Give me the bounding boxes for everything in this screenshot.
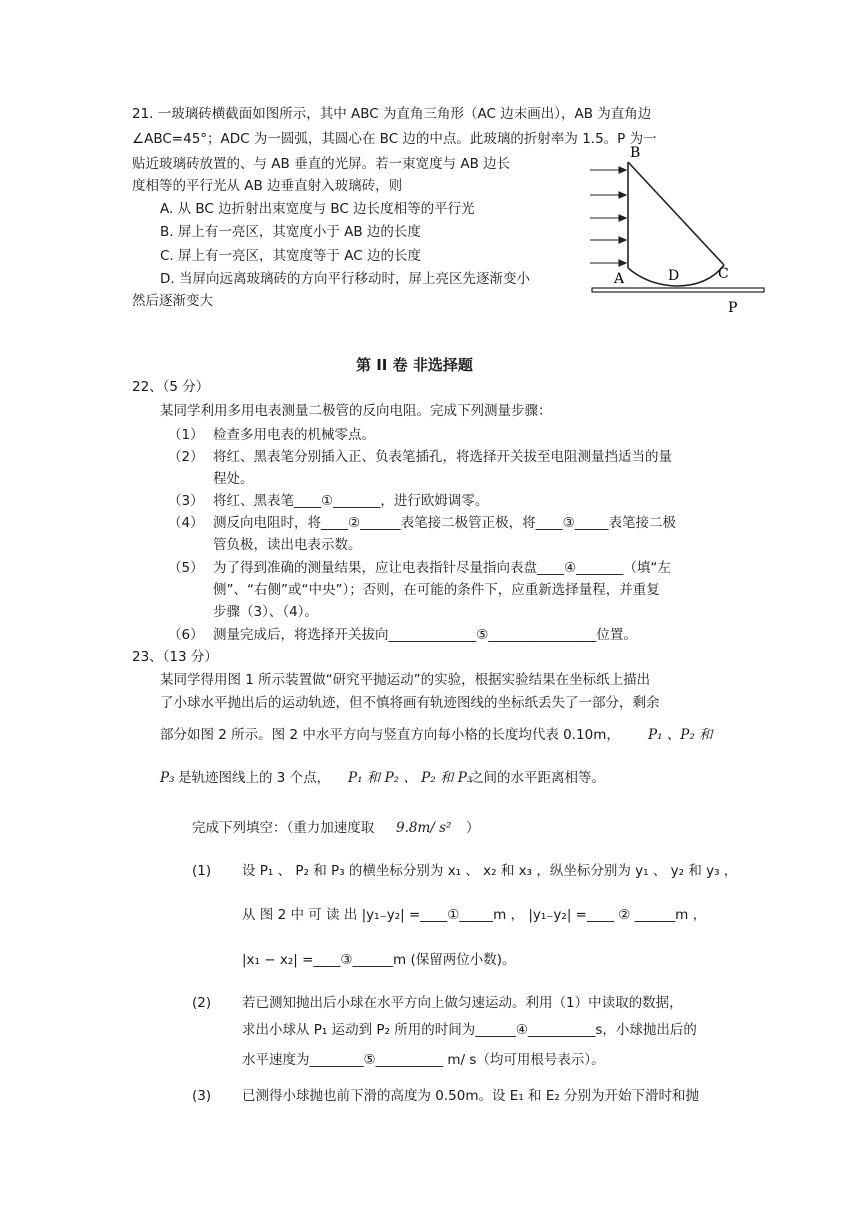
- q21-option-d-line-2: 然后逐渐变大: [132, 293, 213, 309]
- q21-option-b: B. 屏上有一亮区，其宽度小于 AB 边的长度: [160, 224, 421, 240]
- q22-step-2-line-1: 将红、黑表笔分别插入正、负表笔插孔，将选择开关拔至电阻测量挡适当的量: [213, 449, 672, 465]
- q22-step-6: 测量完成后，将选择开关拔向_____________⑤________________位置。: [213, 627, 637, 643]
- q22-step-1: 检查多用电表的机械零点。: [213, 427, 375, 443]
- q23-item-1-line-1: 设 P₁ 、 P₂ 和 P₃ 的横坐标分别为 x₁ 、 x₂ 和 x₃ ，纵坐标分别为 y₁ 、 y₂ 和 y₃ ，: [242, 863, 738, 879]
- q21-option-a: A. 从 BC 边折射出束宽度与 BC 边长度相等的平行光: [160, 201, 475, 217]
- label-p: P: [728, 300, 738, 316]
- q22-step-5-line-1: 为了得到准确的测量结果，应让电表指针尽量指向表盘____④_______（填“左: [213, 560, 671, 576]
- label-b: B: [630, 145, 641, 161]
- q21-option-c: C. 屏上有一亮区，其宽度等于 AC 边的长度: [160, 248, 422, 264]
- label-c: C: [718, 266, 729, 282]
- ray-arrowhead: [619, 192, 626, 198]
- light-screen: [592, 288, 764, 292]
- q23-item-2-line-1: 若已测知抛出后小球在水平方向上做匀速运动。利用（1）中读取的数据，: [242, 995, 683, 1011]
- q22-step-3: 将红、黑表笔____①_______，进行欧姆调零。: [213, 493, 489, 509]
- q23-item-2-number: (2): [192, 995, 212, 1011]
- q21-stem-line-3: 贴近玻璃砖放置的、与 AB 垂直的光屏。若一束宽度与 AB 边长: [132, 156, 511, 172]
- q22-step-4-line-1: 测反向电阻时，将____②______表笔接二极管正极，将____③_____表笔接二极: [213, 515, 676, 531]
- q23-item-2-line-2: 求出小球从 P₁ 运动到 P₂ 所用的时间为______④__________s，小球抛出后的: [242, 1022, 697, 1038]
- ray-arrowhead: [619, 215, 626, 221]
- q21-stem-line-4: 度相等的平行光从 AB 边垂直射入玻璃砖，则: [132, 178, 403, 194]
- q22-step-5-number: （5）: [168, 560, 204, 576]
- q22-step-4-line-2: 管负极，读出电表示数。: [213, 537, 362, 553]
- q23-para-line-2: 了小球水平抛出后的运动轨迹，但不慎将画有轨迹图线的坐标纸丢失了一部分，剩余: [160, 695, 660, 711]
- q22-step-5-line-2: 侧”、“右侧”或“中央”）；否则，在可能的条件下，应重新选择量程，并重复: [213, 582, 660, 598]
- label-a: A: [614, 271, 625, 287]
- q23-fill-instruction: 完成下列填空：（重力加速度取: [192, 820, 375, 836]
- glass-brick-figure: [580, 140, 780, 320]
- ray-arrowhead: [619, 167, 626, 173]
- q23-fill-instruction-end: ）: [466, 820, 480, 836]
- q22-step-5-line-3: 步骤（3）、（4）。: [213, 604, 318, 620]
- q22-step-3-number: （3）: [168, 493, 204, 509]
- q23-para-line-4a: 是轨迹图线上的 3 个点，: [178, 770, 331, 786]
- q23-point-pairs: P₁ 和 P₂ 、 P₂ 和 P₃: [348, 770, 473, 786]
- q23-item-3-line-1: 已测得小球抛也前下滑的高度为 0.50m。设 E₁ 和 E₂ 分别为开始下滑时和抛: [242, 1088, 700, 1104]
- edge-bc: [628, 162, 724, 265]
- q23-item-1-number: (1): [192, 863, 212, 879]
- q23-item-3-number: (3): [192, 1088, 212, 1104]
- ray-arrowhead: [619, 260, 626, 266]
- q22-step-4-number: （4）: [168, 515, 204, 531]
- q23-points-p1-p2: P₁ 、P₂ 和: [648, 727, 713, 743]
- ray-arrowhead: [619, 237, 626, 243]
- q22-step-2-number: （2）: [168, 449, 204, 465]
- q22-step-6-number: （6）: [168, 627, 204, 643]
- q23-item-1-line-2: 从 图 2 中 可 读 出 |y₁₋y₂| =____①_____m ， |y₁₋y₂| =____ ② ______m ，: [242, 907, 707, 923]
- q23-item-1-line-3: |x₁ − x₂| =____③______m (保留两位小数)。: [242, 952, 516, 968]
- q22-header: 22、（5 分）: [132, 379, 210, 395]
- q23-para-line-4b: 之间的水平距离相等。: [470, 770, 605, 786]
- q23-para-line-1: 某同学得用图 1 所示装置做“研究平抛运动”的实验，根据实验结果在坐标纸上描出: [160, 672, 651, 688]
- q22-step-2-line-2: 程处。: [213, 471, 254, 487]
- q23-item-2-line-3: 水平速度为________⑤__________ m/ s（均可用根号表示）。: [242, 1052, 605, 1068]
- label-d: D: [668, 268, 680, 284]
- q23-para-line-3: 部分如图 2 所示。图 2 中水平方向与竖直方向每小格的长度均代表 0.10m，: [160, 727, 620, 743]
- q21-stem-line-2: ∠ABC=45°；ADC 为一圆弧，其圆心在 BC 边的中点。此玻璃的折射率为 1.5。P 为一: [132, 131, 657, 147]
- q23-point-p3: P₃: [160, 770, 175, 786]
- q21-option-d-line-1: D. 当屏向远离玻璃砖的方向平行移动时，屏上亮区先逐渐变小: [160, 271, 530, 287]
- q21-stem-line-1: 21. 一玻璃砖横截面如图所示，其中 ABC 为直角三角形（AC 边末画出），AB 为直角边: [132, 106, 652, 122]
- q23-gravity-value: 9.8m/ s²: [396, 820, 452, 836]
- q23-header: 23、（13 分）: [132, 649, 218, 665]
- q22-step-1-number: （1）: [168, 427, 204, 443]
- q22-intro: 某同学利用多用电表测量二极管的反向电阻。完成下列测量步骤：: [160, 403, 552, 419]
- section-title: 第 II 卷 非选择题: [356, 356, 473, 374]
